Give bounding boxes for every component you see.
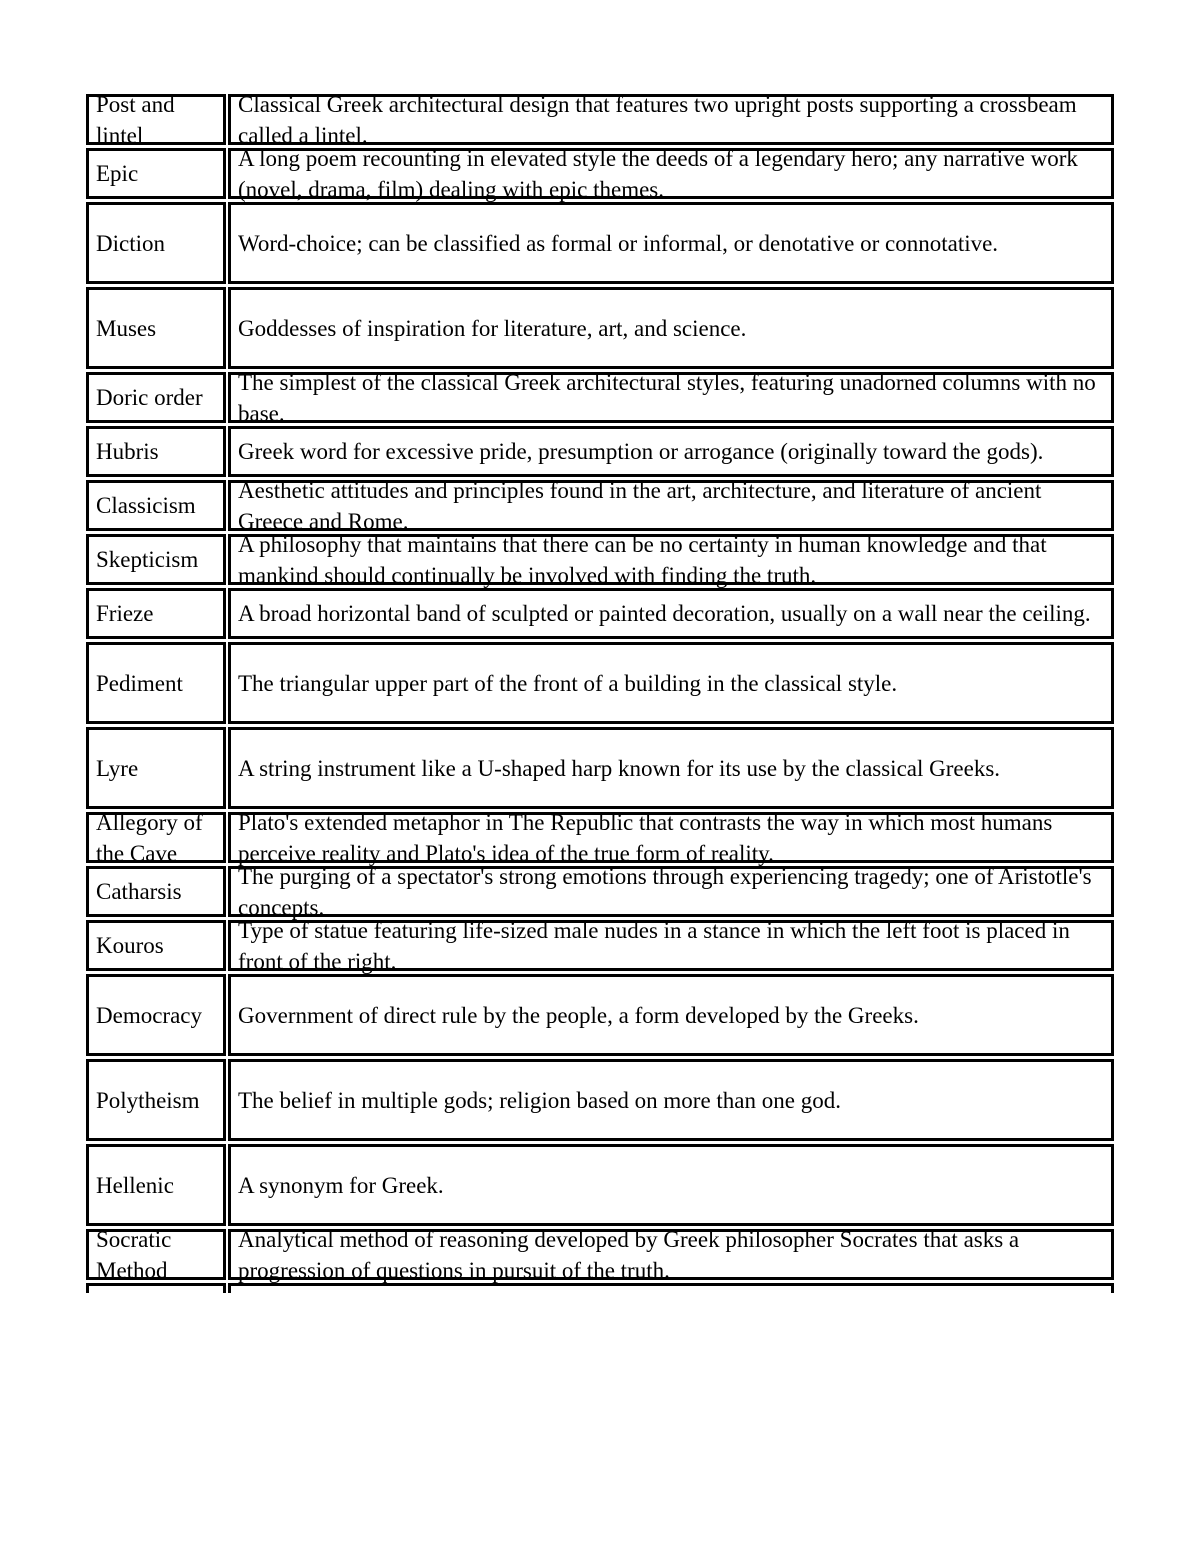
term-cell-partial bbox=[86, 1283, 226, 1293]
definition-cell: Greek word for excessive pride, presumption or arrogance (originally toward the gods). bbox=[228, 426, 1114, 477]
table-row bbox=[86, 369, 1114, 426]
term-cell: Pediment bbox=[86, 642, 226, 724]
table-row bbox=[86, 477, 1114, 534]
definition-cell: Aesthetic attitudes and principles found in the art, architecture, and literature of ancient Greece and Rome. bbox=[228, 480, 1114, 531]
definition-cell: Word-choice; can be classified as formal or informal, or denotative or connotative. bbox=[228, 202, 1114, 284]
definition-cell: Goddesses of inspiration for literature, art, and science. bbox=[228, 287, 1114, 369]
definition-cell-partial bbox=[228, 1283, 1114, 1293]
table-row bbox=[86, 1144, 1114, 1226]
term-cell: Socratic Method bbox=[86, 1229, 226, 1280]
term-cell: Catharsis bbox=[86, 866, 226, 917]
term-cell: Diction bbox=[86, 202, 226, 284]
term-cell: Hellenic bbox=[86, 1144, 226, 1226]
definition-cell: A broad horizontal band of sculpted or painted decoration, usually on a wall near the ceiling. bbox=[228, 588, 1114, 639]
table-row bbox=[86, 1226, 1114, 1283]
definition-cell: A philosophy that maintains that there can be no certainty in human knowledge and that mankind should continually be involved with finding the truth. bbox=[228, 534, 1114, 585]
table-row bbox=[86, 727, 1114, 809]
term-cell: Lyre bbox=[86, 727, 226, 809]
table-row bbox=[86, 1059, 1114, 1141]
term-cell: Skepticism bbox=[86, 534, 226, 585]
definition-cell: The simplest of the classical Greek architectural styles, featuring unadorned columns with no base. bbox=[228, 372, 1114, 423]
term-cell: Kouros bbox=[86, 920, 226, 971]
table-row bbox=[86, 588, 1114, 639]
definition-cell: Plato's extended metaphor in The Republic that contrasts the way in which most humans perceive reality and Plato's idea of the true form of reality. bbox=[228, 812, 1114, 863]
table-row bbox=[86, 426, 1114, 477]
term-cell: Doric order bbox=[86, 372, 226, 423]
definition-cell: A synonym for Greek. bbox=[228, 1144, 1114, 1226]
term-cell: Polytheism bbox=[86, 1059, 226, 1141]
table-row bbox=[86, 202, 1114, 284]
table-row bbox=[86, 863, 1114, 920]
term-cell: Allegory of the Cave bbox=[86, 812, 226, 863]
table-row bbox=[86, 145, 1114, 202]
definition-cell: A long poem recounting in elevated style the deeds of a legendary hero; any narrative work (novel, drama, film) dealing with epic themes. bbox=[228, 148, 1114, 199]
definition-cell: Classical Greek architectural design that features two upright posts supporting a crossbeam called a lintel. bbox=[228, 94, 1114, 145]
term-cell: Post and lintel bbox=[86, 94, 226, 145]
definition-cell: A string instrument like a U-shaped harp known for its use by the classical Greeks. bbox=[228, 727, 1114, 809]
glossary-table bbox=[86, 91, 1114, 1293]
table-row bbox=[86, 287, 1114, 369]
table-row bbox=[86, 809, 1114, 866]
definition-cell: Type of statue featuring life-sized male nudes in a stance in which the left foot is placed in front of the right. bbox=[228, 920, 1114, 971]
definition-cell: The belief in multiple gods; religion based on more than one god. bbox=[228, 1059, 1114, 1141]
definition-cell: The purging of a spectator's strong emotions through experiencing tragedy; one of Aristotle's concepts. bbox=[228, 866, 1114, 917]
term-cell: Classicism bbox=[86, 480, 226, 531]
term-cell: Muses bbox=[86, 287, 226, 369]
table-row bbox=[86, 917, 1114, 974]
term-cell: Hubris bbox=[86, 426, 226, 477]
table-row bbox=[86, 531, 1114, 588]
definition-cell: Government of direct rule by the people, a form developed by the Greeks. bbox=[228, 974, 1114, 1056]
definition-cell: Analytical method of reasoning developed by Greek philosopher Socrates that asks a progression of questions in pursuit of the truth. bbox=[228, 1229, 1114, 1280]
term-cell: Epic bbox=[86, 148, 226, 199]
table-row-partial bbox=[86, 1283, 1114, 1293]
definition-cell: The triangular upper part of the front of a building in the classical style. bbox=[228, 642, 1114, 724]
table-row bbox=[86, 91, 1114, 148]
table-row bbox=[86, 642, 1114, 724]
term-cell: Democracy bbox=[86, 974, 226, 1056]
table-row bbox=[86, 974, 1114, 1056]
term-cell: Frieze bbox=[86, 588, 226, 639]
